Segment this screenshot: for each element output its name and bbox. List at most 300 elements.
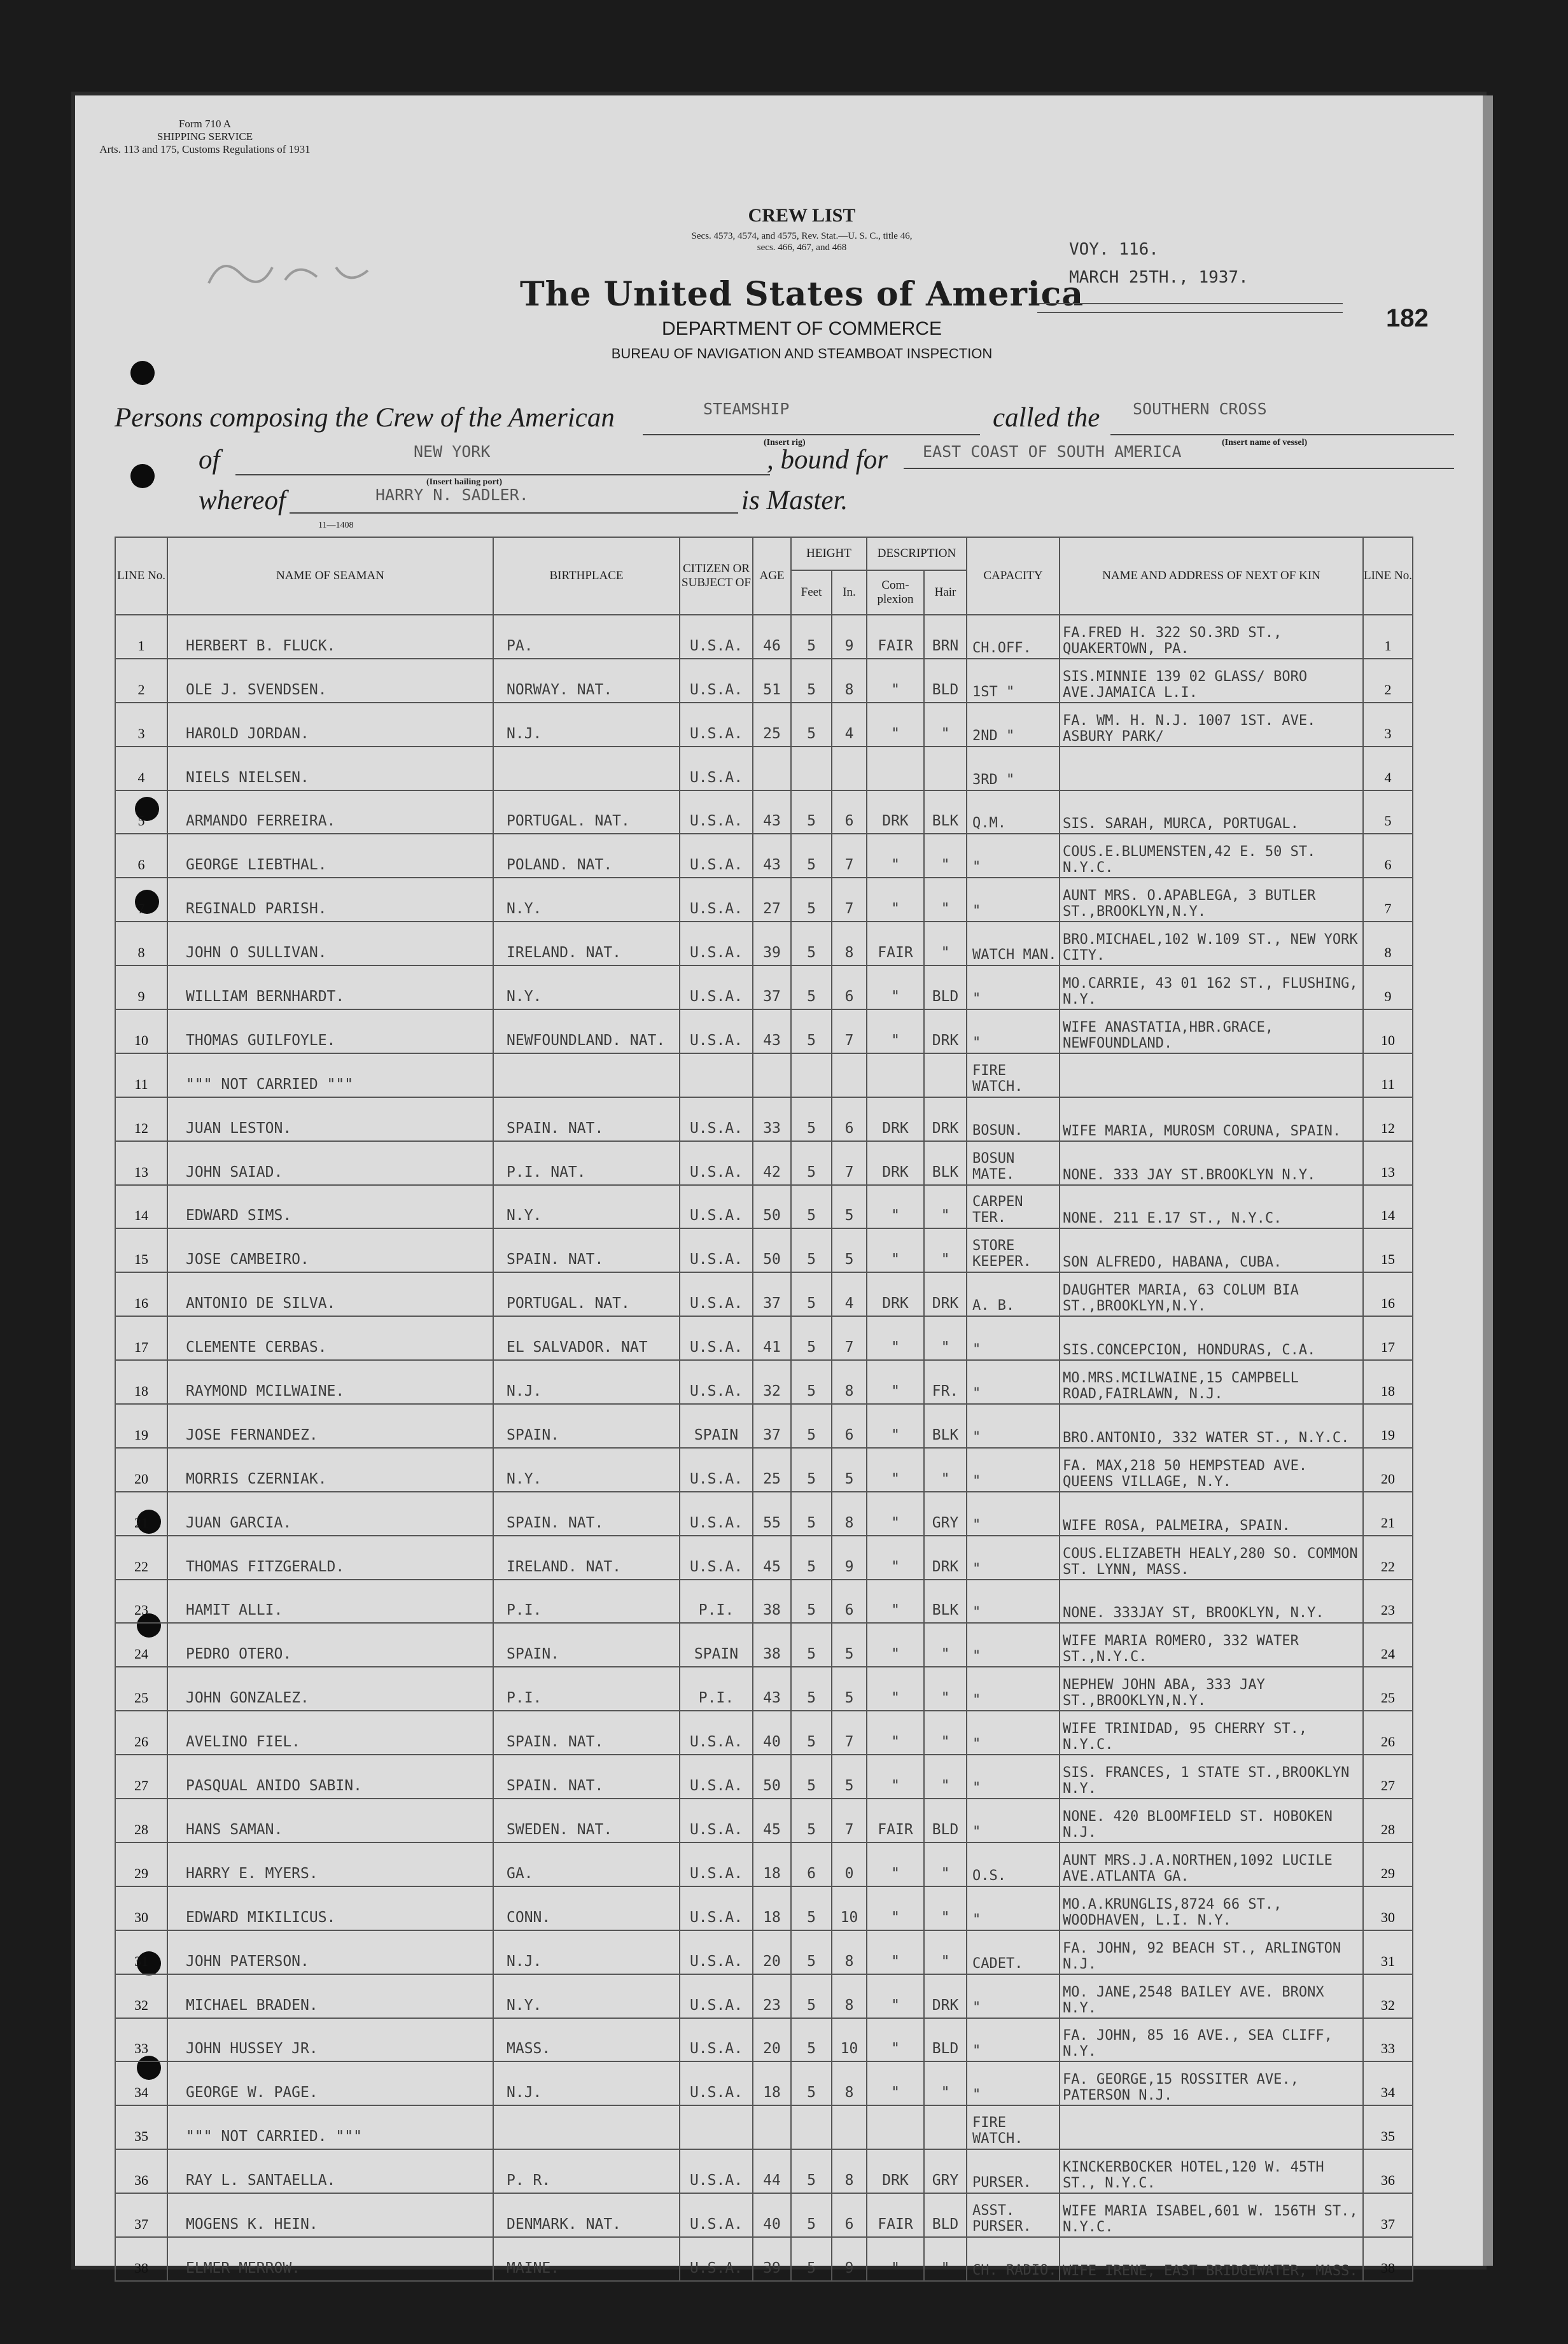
form-number: Form 710 A [178,118,232,130]
height-inches: 5 [832,1667,867,1711]
hair: " [924,1316,967,1360]
age: 42 [753,1141,791,1185]
height-feet: 5 [791,2193,832,2237]
seaman-name: JOSE FERNANDEZ. [167,1404,493,1448]
hair: " [924,1930,967,1974]
hair: BLD [924,1799,967,1842]
complexion: " [867,1930,924,1974]
capacity: 2ND " [967,703,1060,747]
height-inches: 7 [832,878,867,922]
next-of-kin: FA. JOHN, 85 16 AVE., SEA CLIFF, N.Y. [1060,2018,1363,2062]
table-row [115,659,1413,703]
complexion: " [867,2237,924,2281]
col-description: DESCRIPTION [867,537,967,570]
height-feet: 5 [791,965,832,1009]
complexion: " [867,965,924,1009]
line-number-right: 29 [1363,1842,1413,1886]
birthplace [493,2105,680,2149]
capacity: " [967,1536,1060,1580]
seaman-name: WILLIAM BERNHARDT. [167,965,493,1009]
master-name: HARRY N. SADLER. [375,486,529,504]
line-number: 19 [115,1404,167,1448]
line-number-right: 28 [1363,1799,1413,1842]
birthplace: SPAIN. [493,1623,680,1667]
citizenship: U.S.A. [680,1228,753,1272]
vessel-hint: (Insert name of vessel) [1222,438,1308,447]
line-number: 5 [115,790,167,834]
complexion: FAIR [867,1799,924,1842]
height-inches: 7 [832,1799,867,1842]
table-row [115,1755,1413,1799]
table-row [115,878,1413,922]
next-of-kin: FA.FRED H. 322 SO.3RD ST., QUAKERTOWN, PA. [1060,615,1363,659]
seaman-name: JOHN SAIAD. [167,1141,493,1185]
age: 23 [753,1974,791,2018]
citizenship [680,1053,753,1097]
capacity: " [967,1755,1060,1799]
seaman-name: EDWARD MIKILICUS. [167,1886,493,1930]
birthplace: P.I. NAT. [493,1141,680,1185]
birthplace: PORTUGAL. NAT. [493,1272,680,1316]
next-of-kin: NONE. 333 JAY ST.BROOKLYN N.Y. [1060,1141,1363,1185]
height-inches [832,747,867,790]
complexion: " [867,1886,924,1930]
height-inches: 10 [832,1886,867,1930]
height-inches: 6 [832,1097,867,1141]
table-row [115,703,1413,747]
height-feet: 5 [791,1799,832,1842]
complexion: FAIR [867,615,924,659]
age: 18 [753,1842,791,1886]
complexion: DRK [867,1097,924,1141]
faded-stamp-marks [196,248,393,299]
master-underline [290,512,738,514]
complexion: " [867,1580,924,1624]
capacity: " [967,1623,1060,1667]
citizenship: SPAIN [680,1404,753,1448]
line-number-right: 2 [1363,659,1413,703]
citizenship: U.S.A. [680,1886,753,1930]
height-inches: 6 [832,790,867,834]
hair: " [924,703,967,747]
hair: BLK [924,790,967,834]
is-master-label: is Master. [741,486,848,516]
table-row [115,1711,1413,1755]
line-number: 6 [115,834,167,878]
age: 51 [753,659,791,703]
citizenship: U.S.A. [680,1097,753,1141]
complexion: FAIR [867,2193,924,2237]
seaman-name: ARMANDO FERREIRA. [167,790,493,834]
punch-hole [130,361,155,385]
height-inches: 8 [832,922,867,965]
hair: DRK [924,1536,967,1580]
complexion: " [867,1360,924,1404]
capacity: CH. RADIO. [967,2237,1060,2281]
age: 44 [753,2149,791,2193]
line-number: 38 [115,2237,167,2281]
document-title: CREW LIST [748,205,856,226]
seaman-name: JOHN HUSSEY JR. [167,2018,493,2062]
height-feet: 5 [791,1755,832,1799]
table-row [115,1448,1413,1492]
height-feet: 5 [791,2237,832,2281]
hair: BLD [924,2018,967,2062]
height-inches: 6 [832,2193,867,2237]
hair: " [924,1755,967,1799]
age: 43 [753,1009,791,1053]
complexion: " [867,1009,924,1053]
line-number-right: 32 [1363,1974,1413,2018]
capacity: 1ST " [967,659,1060,703]
line-number: 17 [115,1316,167,1360]
capacity: Q.M. [967,790,1060,834]
birthplace: N.Y. [493,878,680,922]
complexion: DRK [867,2149,924,2193]
age: 38 [753,1623,791,1667]
next-of-kin: SIS. FRANCES, 1 STATE ST.,BROOKLYN N.Y. [1060,1755,1363,1799]
age: 37 [753,1404,791,1448]
called-label: called the [993,403,1100,433]
height-inches [832,1053,867,1097]
height-inches: 5 [832,1185,867,1229]
line-number-right: 34 [1363,2061,1413,2105]
age: 55 [753,1492,791,1536]
age [753,1053,791,1097]
complexion: " [867,1755,924,1799]
line-number: 18 [115,1360,167,1404]
next-of-kin [1060,2105,1363,2149]
hair: DRK [924,1272,967,1316]
table-row [115,2149,1413,2193]
next-of-kin: SIS. SARAH, MURCA, PORTUGAL. [1060,790,1363,834]
citizenship: U.S.A. [680,1492,753,1536]
capacity: O.S. [967,1842,1060,1886]
next-of-kin: KINCKERBOCKER HOTEL,120 W. 45TH ST., N.Y.C. [1060,2149,1363,2193]
seaman-name: JOHN GONZALEZ. [167,1667,493,1711]
seaman-name: NIELS NIELSEN. [167,747,493,790]
col-height: HEIGHT [791,537,867,570]
height-inches: 0 [832,1842,867,1886]
citizenship: U.S.A. [680,1360,753,1404]
complexion: " [867,1974,924,2018]
capacity: " [967,1360,1060,1404]
age: 18 [753,2061,791,2105]
citizenship [680,2105,753,2149]
department-heading: DEPARTMENT OF COMMERCE [661,318,942,339]
age: 18 [753,1886,791,1930]
line-number: 36 [115,2149,167,2193]
col-hair: Hair [924,570,967,615]
capacity: " [967,1974,1060,2018]
complexion: " [867,1536,924,1580]
line-number: 34 [115,2061,167,2105]
age: 50 [753,1228,791,1272]
height-feet: 5 [791,1360,832,1404]
voyage-rule-2 [1037,312,1343,313]
rig-hint: (Insert rig) [764,438,806,447]
next-of-kin: BRO.ANTONIO, 332 WATER ST., N.Y.C. [1060,1404,1363,1448]
capacity: " [967,834,1060,878]
height-inches: 8 [832,659,867,703]
capacity: " [967,1711,1060,1755]
height-feet: 5 [791,1228,832,1272]
citizenship: U.S.A. [680,1930,753,1974]
next-of-kin: FA. JOHN, 92 BEACH ST., ARLINGTON N.J. [1060,1930,1363,1974]
height-feet [791,2105,832,2149]
statute-reference [630,230,974,253]
age: 41 [753,1316,791,1360]
height-feet: 5 [791,1316,832,1360]
next-of-kin: WIFE TRINIDAD, 95 CHERRY ST., N.Y.C. [1060,1711,1363,1755]
citizenship: SPAIN [680,1623,753,1667]
citizenship: U.S.A. [680,1272,753,1316]
line-number-right: 8 [1363,922,1413,965]
table-row [115,1536,1413,1580]
punch-hole [130,464,155,488]
citizenship: U.S.A. [680,922,753,965]
seaman-name: JUAN LESTON. [167,1097,493,1141]
height-feet: 6 [791,1842,832,1886]
seaman-name: HAROLD JORDAN. [167,703,493,747]
table-row [115,615,1413,659]
next-of-kin [1060,747,1363,790]
seaman-name: """ NOT CARRIED """ [167,1053,493,1097]
capacity: " [967,1799,1060,1842]
age: 20 [753,1930,791,1974]
complexion: " [867,2018,924,2062]
line-number-right: 19 [1363,1404,1413,1448]
capacity: CARPEN TER. [967,1185,1060,1229]
line-number-right: 23 [1363,1580,1413,1624]
table-row [115,2018,1413,2062]
height-feet: 5 [791,2018,832,2062]
line-number: 10 [115,1009,167,1053]
citizenship: U.S.A. [680,1141,753,1185]
hair: GRY [924,2149,967,2193]
table-row [115,965,1413,1009]
table-row [115,1185,1413,1229]
line-number: 15 [115,1228,167,1272]
height-feet: 5 [791,1185,832,1229]
table-row [115,1799,1413,1842]
table-row [115,790,1413,834]
birthplace: N.J. [493,703,680,747]
line-number-right: 22 [1363,1536,1413,1580]
citizenship: U.S.A. [680,1316,753,1360]
seaman-name: GEORGE LIEBTHAL. [167,834,493,878]
height-feet: 5 [791,1886,832,1930]
height-feet [791,747,832,790]
line-number-right: 10 [1363,1009,1413,1053]
hair: " [924,1448,967,1492]
line-number: 13 [115,1141,167,1185]
whereof-label: whereof [199,486,286,516]
line-number: 7 [115,878,167,922]
seaman-name: PASQUAL ANIDO SABIN. [167,1755,493,1799]
capacity: 3RD " [967,747,1060,790]
capacity: " [967,1492,1060,1536]
seaman-name: GEORGE W. PAGE. [167,2061,493,2105]
height-feet: 5 [791,2061,832,2105]
hair: " [924,1185,967,1229]
citizenship: U.S.A. [680,1448,753,1492]
rig-value: STEAMSHIP [703,400,790,418]
height-feet: 5 [791,1667,832,1711]
birthplace: GA. [493,1842,680,1886]
birthplace: DENMARK. NAT. [493,2193,680,2237]
complexion: " [867,1185,924,1229]
hair [924,1053,967,1097]
line-number: 28 [115,1799,167,1842]
height-inches: 4 [832,703,867,747]
height-feet: 5 [791,1448,832,1492]
seaman-name: OLE J. SVENDSEN. [167,659,493,703]
birthplace: CONN. [493,1886,680,1930]
next-of-kin: FA. MAX,218 50 HEMPSTEAD AVE. QUEENS VILLAGE, N.Y. [1060,1448,1363,1492]
line-number: 22 [115,1536,167,1580]
line-number: 16 [115,1272,167,1316]
citizenship: U.S.A. [680,1711,753,1755]
height-feet: 5 [791,1974,832,2018]
destination-underline [904,468,1454,469]
citizenship: U.S.A. [680,965,753,1009]
height-feet: 5 [791,834,832,878]
seaman-name: JOHN PATERSON. [167,1930,493,1974]
table-row [115,1580,1413,1624]
citizenship: U.S.A. [680,747,753,790]
table-row [115,1228,1413,1272]
complexion: " [867,1448,924,1492]
table-row [115,1272,1413,1316]
birthplace: SPAIN. NAT. [493,1492,680,1536]
age [753,2105,791,2149]
seaman-name: REGINALD PARISH. [167,878,493,922]
age: 37 [753,965,791,1009]
capacity: " [967,1404,1060,1448]
next-of-kin: SIS.CONCEPCION, HONDURAS, C.A. [1060,1316,1363,1360]
vessel-name: SOUTHERN CROSS [1133,400,1267,418]
line-number: 8 [115,922,167,965]
birthplace: SPAIN. [493,1404,680,1448]
next-of-kin: WIFE MARIA ISABEL,601 W. 156TH ST., N.Y.C. [1060,2193,1363,2237]
next-of-kin: NEPHEW JOHN ABA, 333 JAY ST.,BROOKLYN,N.Y. [1060,1667,1363,1711]
hair: BLD [924,965,967,1009]
crew-table [115,537,1413,2282]
hair: DRK [924,1974,967,2018]
line-number-right: 14 [1363,1185,1413,1229]
age: 43 [753,790,791,834]
birthplace: POLAND. NAT. [493,834,680,878]
height-feet: 5 [791,1711,832,1755]
seaman-name: AVELINO FIEL. [167,1711,493,1755]
line-number-right: 1 [1363,615,1413,659]
capacity: " [967,1009,1060,1053]
form-regulations: Arts. 113 and 175, Customs Regulations of 1931 [99,143,311,155]
height-feet: 5 [791,2149,832,2193]
next-of-kin: FA. GEORGE,15 ROSSITER AVE., PATERSON N.J. [1060,2061,1363,2105]
citizenship: U.S.A. [680,659,753,703]
hair: " [924,1667,967,1711]
citizenship: U.S.A. [680,1799,753,1842]
form-service: SHIPPING SERVICE [157,130,253,143]
age: 50 [753,1755,791,1799]
citizenship: U.S.A. [680,2193,753,2237]
citizenship: U.S.A. [680,790,753,834]
table-row [115,1316,1413,1360]
height-feet: 5 [791,659,832,703]
hair: BLD [924,659,967,703]
complexion [867,2105,924,2149]
line-number: 4 [115,747,167,790]
birthplace: P.I. [493,1580,680,1624]
line-number: 37 [115,2193,167,2237]
age: 43 [753,1667,791,1711]
complexion: DRK [867,790,924,834]
line-number: 33 [115,2018,167,2062]
hair: " [924,878,967,922]
complexion [867,747,924,790]
col-name: NAME OF SEAMAN [167,537,493,615]
line-number-right: 11 [1363,1053,1413,1097]
seaman-name: JUAN GARCIA. [167,1492,493,1536]
birthplace: NEWFOUNDLAND. NAT. [493,1009,680,1053]
seaman-name: """ NOT CARRIED. """ [167,2105,493,2149]
seaman-name: HERBERT B. FLUCK. [167,615,493,659]
table-row [115,1842,1413,1886]
hair: " [924,1623,967,1667]
table-row [115,1886,1413,1930]
capacity: " [967,2061,1060,2105]
table-row [115,1404,1413,1448]
col-feet: Feet [791,570,832,615]
col-capacity: CAPACITY [967,537,1060,615]
hair [924,2105,967,2149]
height-feet: 5 [791,1272,832,1316]
complexion: " [867,1228,924,1272]
hair: " [924,922,967,965]
complexion: " [867,1316,924,1360]
complexion: " [867,1711,924,1755]
height-feet [791,1053,832,1097]
height-inches: 7 [832,834,867,878]
col-line-no-right: LINE No. [1363,537,1413,615]
bureau-heading: BUREAU OF NAVIGATION AND STEAMBOAT INSPECTION [611,346,993,361]
citizenship: U.S.A. [680,703,753,747]
birthplace: N.J. [493,1360,680,1404]
next-of-kin: COUS.E.BLUMENSTEN,42 E. 50 ST. N.Y.C. [1060,834,1363,878]
capacity: BOSUN MATE. [967,1141,1060,1185]
seaman-name: JOHN O SULLIVAN. [167,922,493,965]
height-inches: 7 [832,1316,867,1360]
voyage-date: MARCH 25TH., 1937. [1069,268,1249,287]
hair: BRN [924,615,967,659]
capacity: " [967,965,1060,1009]
age: 39 [753,2237,791,2281]
seaman-name: PEDRO OTERO. [167,1623,493,1667]
age: 33 [753,1097,791,1141]
height-inches: 9 [832,1536,867,1580]
next-of-kin: WIFE ANASTATIA,HBR.GRACE, NEWFOUNDLAND. [1060,1009,1363,1053]
age: 40 [753,2193,791,2237]
height-inches: 10 [832,2018,867,2062]
capacity: CH.OFF. [967,615,1060,659]
hair: " [924,834,967,878]
rig-underline [643,434,980,435]
complexion: DRK [867,1272,924,1316]
height-inches: 7 [832,1711,867,1755]
citizenship: U.S.A. [680,2061,753,2105]
